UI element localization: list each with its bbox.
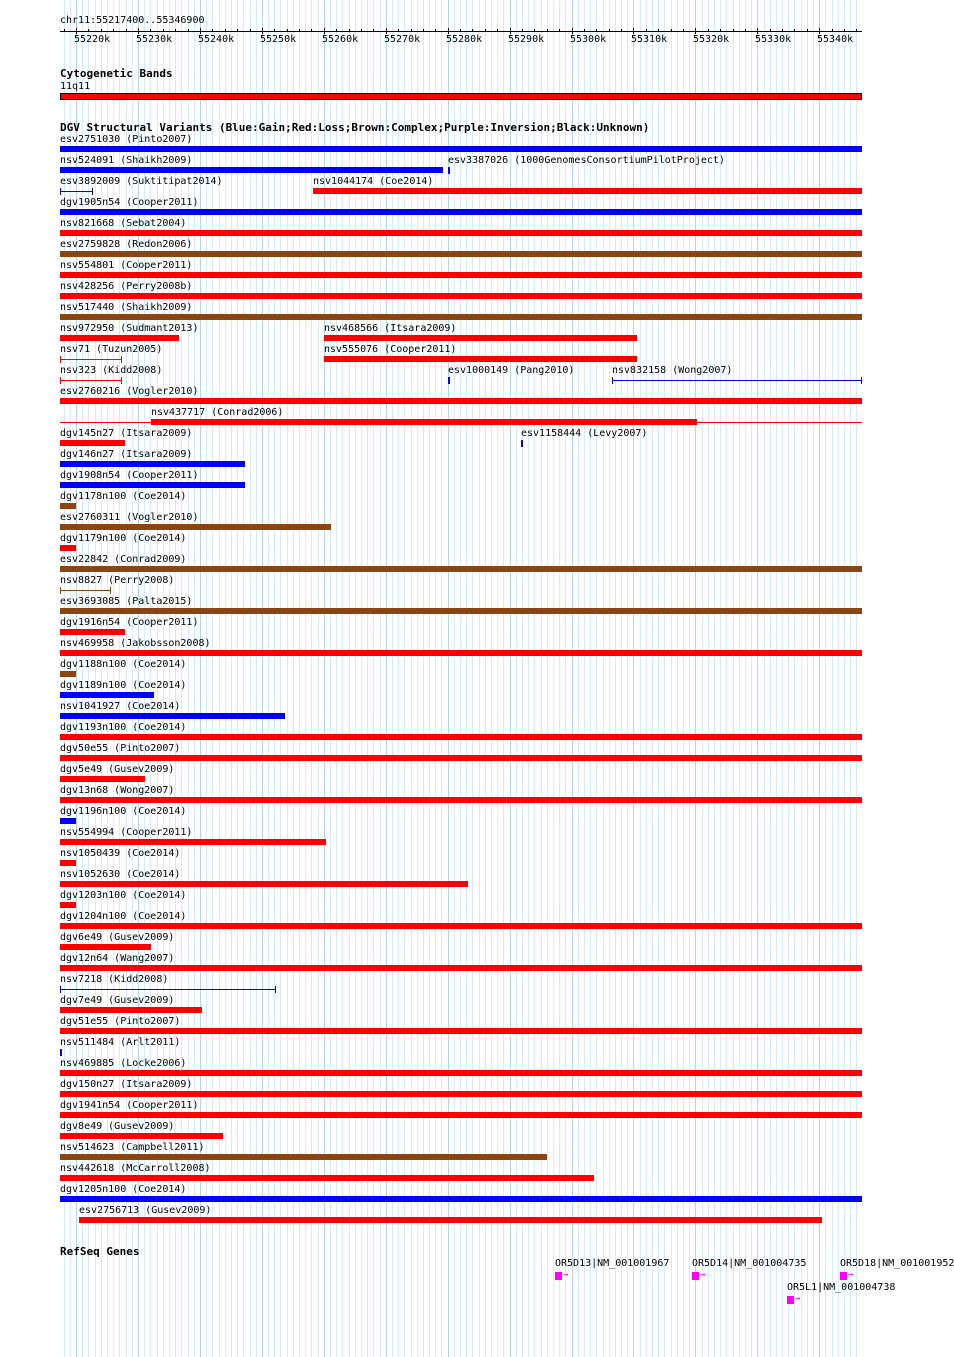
grid-line [751, 0, 752, 1357]
ruler-tick-label: 55270k [384, 34, 421, 45]
grid-line [813, 0, 814, 1357]
variant-label[interactable]: dgv1204n100 (Coe2014) [60, 911, 187, 922]
grid-line [603, 0, 604, 1357]
ruler-minor-tick [522, 29, 523, 32]
ruler-minor-tick [113, 29, 114, 32]
ruler-minor-tick [225, 29, 226, 32]
ruler-minor-tick [188, 29, 189, 32]
variant-bar[interactable] [60, 629, 125, 635]
ruler-minor-tick [212, 29, 213, 32]
ruler-minor-tick [497, 29, 498, 32]
ruler-tick-label: 55340k [817, 34, 854, 45]
ruler-minor-tick [250, 29, 251, 32]
grid-line [677, 0, 678, 1357]
variant-label[interactable]: nsv468566 (Itsara2009) [324, 323, 457, 334]
ruler-minor-tick [64, 29, 65, 32]
grid-line [788, 0, 789, 1357]
variant-label[interactable]: esv2756713 (Gusev2009) [79, 1205, 212, 1216]
ruler-minor-tick [274, 29, 275, 32]
grid-line [819, 0, 820, 1357]
ruler-minor-tick [472, 29, 473, 32]
ruler-tick-label: 55250k [260, 34, 297, 45]
variant-label[interactable]: nsv323 (Kidd2008) [60, 365, 163, 376]
variant-bar[interactable] [60, 1133, 223, 1139]
variant-bar[interactable] [60, 1007, 202, 1013]
variant-bar[interactable] [60, 1112, 862, 1118]
ruler-minor-tick [163, 29, 164, 32]
variant-bar[interactable] [521, 440, 523, 447]
ruler-minor-tick [460, 29, 461, 32]
variant-label[interactable]: nsv442618 (McCarroll2008) [60, 1163, 211, 1174]
variant-bar[interactable] [60, 380, 121, 381]
variant-bar[interactable] [612, 380, 862, 381]
variant-label[interactable]: nsv511484 (Arlt2011) [60, 1037, 181, 1048]
gene-exon[interactable] [840, 1272, 847, 1280]
variant-bar[interactable] [60, 590, 110, 591]
grid-line [838, 0, 839, 1357]
grid-line [547, 0, 548, 1357]
variant-bar[interactable] [60, 1196, 862, 1202]
variant-bar[interactable] [60, 1154, 547, 1160]
ruler-minor-tick [423, 29, 424, 32]
variant-bar[interactable] [60, 524, 331, 530]
variant-label[interactable]: esv22842 (Conrad2009) [60, 554, 187, 565]
variant-end-cap [60, 356, 61, 363]
gene-exon[interactable] [692, 1272, 699, 1280]
variant-label[interactable]: nsv1041927 (Coe2014) [60, 701, 181, 712]
grid-line [640, 0, 641, 1357]
ruler-tick-label: 55240k [198, 34, 235, 45]
variant-label[interactable]: dgv12n64 (Wang2007) [60, 953, 175, 964]
variant-bar[interactable] [60, 230, 862, 236]
ruler-minor-tick [658, 29, 659, 32]
grid-line [596, 0, 597, 1357]
variant-label[interactable]: dgv1916n54 (Cooper2011) [60, 617, 199, 628]
ruler-minor-tick [349, 29, 350, 32]
ruler-minor-tick [621, 29, 622, 32]
ruler-minor-tick [237, 29, 238, 32]
ruler-minor-tick [646, 29, 647, 32]
variant-label[interactable]: dgv146n27 (Itsara2009) [60, 449, 193, 460]
variant-bar[interactable] [60, 167, 443, 173]
grid-line [714, 0, 715, 1357]
ruler-minor-tick [101, 29, 102, 32]
variant-label[interactable]: dgv1205n100 (Coe2014) [60, 1184, 187, 1195]
ruler-minor-tick [287, 29, 288, 32]
grid-line [757, 0, 758, 1357]
grid-line [739, 0, 740, 1357]
ruler-minor-tick [150, 29, 151, 32]
variant-label[interactable]: esv2759828 (Redon2006) [60, 239, 193, 250]
variant-label[interactable]: nsv437717 (Conrad2006) [151, 407, 284, 418]
grid-line [572, 0, 573, 1357]
variant-label[interactable]: dgv1905n54 (Cooper2011) [60, 197, 199, 208]
grid-line [794, 0, 795, 1357]
variant-bar[interactable] [60, 1091, 862, 1097]
variant-bar[interactable] [60, 314, 862, 320]
gene-exon[interactable] [555, 1272, 562, 1280]
variant-label[interactable]: nsv428256 (Perry2008b) [60, 281, 193, 292]
variant-label[interactable]: dgv8e49 (Gusev2009) [60, 1121, 175, 1132]
variant-bar[interactable] [324, 335, 637, 341]
ruler-minor-tick [435, 29, 436, 32]
variant-label[interactable]: dgv1908n54 (Cooper2011) [60, 470, 199, 481]
grid-line [770, 0, 771, 1357]
ruler-minor-tick [398, 29, 399, 32]
variant-bar[interactable] [60, 440, 125, 446]
variant-bar[interactable] [60, 650, 862, 656]
ruler-minor-tick [733, 29, 734, 32]
variant-label[interactable]: dgv1196n100 (Coe2014) [60, 806, 187, 817]
variant-bar[interactable] [60, 881, 468, 887]
grid-line [683, 0, 684, 1357]
variant-label[interactable]: dgv1203n100 (Coe2014) [60, 890, 187, 901]
position-label: chr11:55217400..55346900 [60, 15, 205, 26]
cytoband-track-title[interactable]: Cytogenetic Bands [60, 67, 173, 80]
variant-bar[interactable] [60, 398, 862, 404]
variant-bar[interactable] [448, 377, 450, 384]
variant-bar[interactable] [60, 209, 862, 215]
grid-line [664, 0, 665, 1357]
ruler-minor-tick [175, 29, 176, 32]
variant-label[interactable]: nsv832158 (Wong2007) [612, 365, 733, 376]
ruler-minor-tick [683, 29, 684, 32]
grid-line [708, 0, 709, 1357]
variant-label[interactable]: esv3892009 (Suktitipat2014) [60, 176, 223, 187]
variant-bar[interactable] [60, 191, 92, 192]
ruler-tick-label: 55290k [508, 34, 545, 45]
variant-bar[interactable] [60, 1070, 862, 1076]
variant-label[interactable]: dgv1179n100 (Coe2014) [60, 533, 187, 544]
variant-bar[interactable] [60, 608, 862, 614]
ruler-minor-tick [547, 29, 548, 32]
variant-label[interactable]: dgv50e55 (Pinto2007) [60, 743, 181, 754]
ruler-tick-label: 55260k [322, 34, 359, 45]
variant-label[interactable]: nsv514623 (Campbell2011) [60, 1142, 205, 1153]
variant-bar[interactable] [151, 419, 697, 425]
variant-label[interactable]: dgv1941n54 (Cooper2011) [60, 1100, 199, 1111]
variant-label[interactable]: dgv5e49 (Gusev2009) [60, 764, 175, 775]
grid-line [553, 0, 554, 1357]
grid-line [578, 0, 579, 1357]
variant-bar[interactable] [60, 272, 862, 278]
grid-line [563, 0, 569, 1357]
variant-end-cap [861, 377, 862, 384]
grid-line [627, 0, 628, 1357]
gene-exon[interactable] [787, 1296, 794, 1304]
ruler-minor-tick [671, 29, 672, 32]
variant-bar[interactable] [60, 251, 862, 257]
ruler-tick-label: 55330k [755, 34, 792, 45]
grid-line [671, 0, 672, 1357]
grid-line [695, 0, 696, 1357]
grid-line [776, 0, 777, 1357]
ruler-tick-label: 55230k [136, 34, 173, 45]
grid-line [782, 0, 783, 1357]
variant-label[interactable]: nsv1044174 (Coe2014) [313, 176, 434, 187]
grid-line [764, 0, 765, 1357]
variant-bar[interactable] [60, 902, 76, 908]
variant-bar[interactable] [448, 167, 450, 174]
ruler-minor-tick [299, 29, 300, 32]
variant-label[interactable]: nsv524091 (Shaikh2009) [60, 155, 193, 166]
variant-bar[interactable] [60, 293, 862, 299]
cytoband-11q11[interactable] [60, 93, 862, 100]
grid-line [584, 0, 585, 1357]
ruler-minor-tick [559, 29, 560, 32]
variant-bar[interactable] [60, 671, 76, 677]
variant-end-cap [92, 188, 93, 195]
variant-end-cap [60, 188, 61, 195]
grid-line [844, 0, 845, 1357]
ruler-tick-label: 55320k [693, 34, 730, 45]
variant-bar[interactable] [60, 692, 154, 698]
variant-label[interactable]: esv1158444 (Levy2007) [521, 428, 648, 439]
ruler-minor-tick [782, 29, 783, 32]
variant-bar[interactable] [313, 188, 862, 194]
variant-label[interactable]: dgv150n27 (Itsara2009) [60, 1079, 193, 1090]
grid-line [621, 0, 622, 1357]
ruler-minor-tick [88, 29, 89, 32]
ruler-minor-tick [794, 29, 795, 32]
variant-label[interactable]: esv2751030 (Pinto2007) [60, 134, 193, 145]
variant-bar[interactable] [60, 965, 862, 971]
variant-label[interactable]: esv3387026 (1000GenomesConsortiumPilotProject) [448, 155, 725, 166]
ruler-minor-tick [534, 29, 535, 32]
ruler-tick-label: 55300k [570, 34, 607, 45]
variant-bar[interactable] [60, 1175, 594, 1181]
ruler-minor-tick [720, 29, 721, 32]
variant-label[interactable]: dgv1178n100 (Coe2014) [60, 491, 187, 502]
gene-label[interactable]: OR5D18|NM_001001952 [840, 1258, 954, 1269]
variant-bar[interactable] [60, 713, 285, 719]
ruler-minor-tick [311, 29, 312, 32]
variant-end-cap [110, 587, 111, 594]
ruler-minor-tick [485, 29, 486, 32]
strand-arrow-icon: → [795, 1294, 801, 1304]
variant-label[interactable]: esv2760311 (Vogler2010) [60, 512, 199, 523]
variant-label[interactable]: nsv555076 (Cooper2011) [324, 344, 457, 355]
grid-line [633, 0, 634, 1357]
ruler-minor-tick [609, 29, 610, 32]
variant-bar[interactable] [60, 755, 862, 761]
grid-line [856, 0, 857, 1357]
variant-label[interactable]: dgv1188n100 (Coe2014) [60, 659, 187, 670]
variant-label[interactable]: nsv554801 (Cooper2011) [60, 260, 193, 271]
variant-bar[interactable] [79, 1217, 822, 1223]
variant-end-cap [60, 587, 61, 594]
variant-label[interactable]: esv2760216 (Vogler2010) [60, 386, 199, 397]
variant-end-cap [60, 377, 61, 384]
gene-label[interactable]: OR5L1|NM_001004738 [787, 1282, 896, 1293]
grid-line [615, 0, 616, 1357]
variant-bar[interactable] [60, 545, 76, 551]
variant-bar[interactable] [60, 482, 245, 488]
variant-bar[interactable] [60, 503, 76, 509]
ruler-tick-label: 55280k [446, 34, 483, 45]
grid-line [559, 0, 560, 1357]
ruler-minor-tick [708, 29, 709, 32]
variant-label[interactable]: nsv554994 (Cooper2011) [60, 827, 193, 838]
grid-line [825, 0, 826, 1357]
variant-bar[interactable] [60, 461, 245, 467]
variant-label[interactable]: nsv517440 (Shaikh2009) [60, 302, 193, 313]
strand-arrow-icon: → [848, 1270, 854, 1280]
gene-label[interactable]: OR5D14|NM_001004735 [692, 1258, 807, 1269]
grid-line [658, 0, 659, 1357]
variant-bar[interactable] [60, 860, 76, 866]
variant-label[interactable]: dgv1193n100 (Coe2014) [60, 722, 187, 733]
ruler-minor-tick [745, 29, 746, 32]
grid-line [646, 0, 647, 1357]
variant-label[interactable]: nsv469958 (Jakobsson2008) [60, 638, 211, 649]
ruler-axis-line [60, 31, 862, 32]
ruler-minor-tick [596, 29, 597, 32]
variant-bar[interactable] [60, 335, 179, 341]
ruler-minor-tick [856, 29, 857, 32]
grid-line [848, 0, 854, 1357]
ruler-minor-tick [832, 29, 833, 32]
variant-label[interactable]: dgv145n27 (Itsara2009) [60, 428, 193, 439]
variant-bar[interactable] [60, 797, 862, 803]
refseq-track-title[interactable]: RefSeq Genes [60, 1245, 140, 1258]
grid-line [832, 0, 833, 1357]
ruler-minor-tick [126, 29, 127, 32]
grid-line [689, 0, 690, 1357]
variant-bar[interactable] [60, 944, 151, 950]
variant-label[interactable]: nsv71 (Tuzun2005) [60, 344, 163, 355]
dgv-track-title[interactable]: DGV Structural Variants (Blue:Gain;Red:Loss;Brown:Complex;Purple:Inversion;Black:Unknown) [60, 121, 650, 134]
variant-label[interactable]: nsv1052630 (Coe2014) [60, 869, 181, 880]
variant-label[interactable]: dgv7e49 (Gusev2009) [60, 995, 175, 1006]
variant-label[interactable]: nsv972950 (Sudmant2013) [60, 323, 199, 334]
strand-arrow-icon: → [563, 1270, 569, 1280]
ruler-minor-tick [373, 29, 374, 32]
variant-bar[interactable] [60, 839, 326, 845]
variant-bar[interactable] [60, 566, 862, 572]
variant-end-cap [612, 377, 613, 384]
strand-arrow-icon: → [700, 1270, 706, 1280]
variant-end-cap [121, 377, 122, 384]
grid-line [807, 0, 808, 1357]
ruler-tick-label: 55220k [74, 34, 111, 45]
variant-label[interactable]: esv3693085 (Palta2015) [60, 596, 193, 607]
variant-bar[interactable] [60, 146, 862, 152]
cytoband-label: 11q11 [60, 81, 91, 92]
variant-label[interactable]: nsv821668 (Sebat2004) [60, 218, 187, 229]
ruler-minor-tick [807, 29, 808, 32]
grid-line [745, 0, 746, 1357]
variant-label[interactable]: dgv51e55 (Pinto2007) [60, 1016, 181, 1027]
ruler-minor-tick [361, 29, 362, 32]
variant-bar[interactable] [60, 1028, 862, 1034]
grid-line [733, 0, 734, 1357]
variant-bar[interactable] [60, 923, 862, 929]
variant-label[interactable]: dgv6e49 (Gusev2009) [60, 932, 175, 943]
variant-label[interactable]: nsv7218 (Kidd2008) [60, 974, 169, 985]
ruler-minor-tick [584, 29, 585, 32]
grid-line [726, 0, 727, 1357]
variant-label[interactable]: dgv1189n100 (Coe2014) [60, 680, 187, 691]
gene-label[interactable]: OR5D13|NM_001001967 [555, 1258, 670, 1269]
variant-end-cap [121, 356, 122, 363]
ruler-tick-label: 55310k [631, 34, 668, 45]
ruler-minor-tick [770, 29, 771, 32]
variant-bar[interactable] [60, 989, 275, 990]
variant-label[interactable]: nsv469885 (Locke2006) [60, 1058, 187, 1069]
variant-end-cap [275, 986, 276, 993]
variant-bar[interactable] [60, 359, 121, 360]
ruler-minor-tick [336, 29, 337, 32]
grid-line [652, 0, 653, 1357]
variant-end-cap [60, 986, 61, 993]
grid-line [700, 0, 706, 1357]
variant-bar[interactable] [60, 818, 76, 824]
grid-line [609, 0, 610, 1357]
variant-label[interactable]: esv1000149 (Pang2010) [448, 365, 575, 376]
variant-bar[interactable] [60, 776, 145, 782]
ruler-minor-tick [411, 29, 412, 32]
grid-line [720, 0, 721, 1357]
grid-line [590, 0, 591, 1357]
variant-label[interactable]: nsv8827 (Perry2008) [60, 575, 175, 586]
variant-bar[interactable] [60, 1049, 62, 1056]
variant-label[interactable]: dgv13n68 (Wong2007) [60, 785, 175, 796]
variant-bar[interactable] [60, 734, 862, 740]
variant-label[interactable]: nsv1050439 (Coe2014) [60, 848, 181, 859]
grid-line [801, 0, 802, 1357]
variant-bar[interactable] [324, 356, 637, 362]
ruler-minor-tick [844, 29, 845, 32]
